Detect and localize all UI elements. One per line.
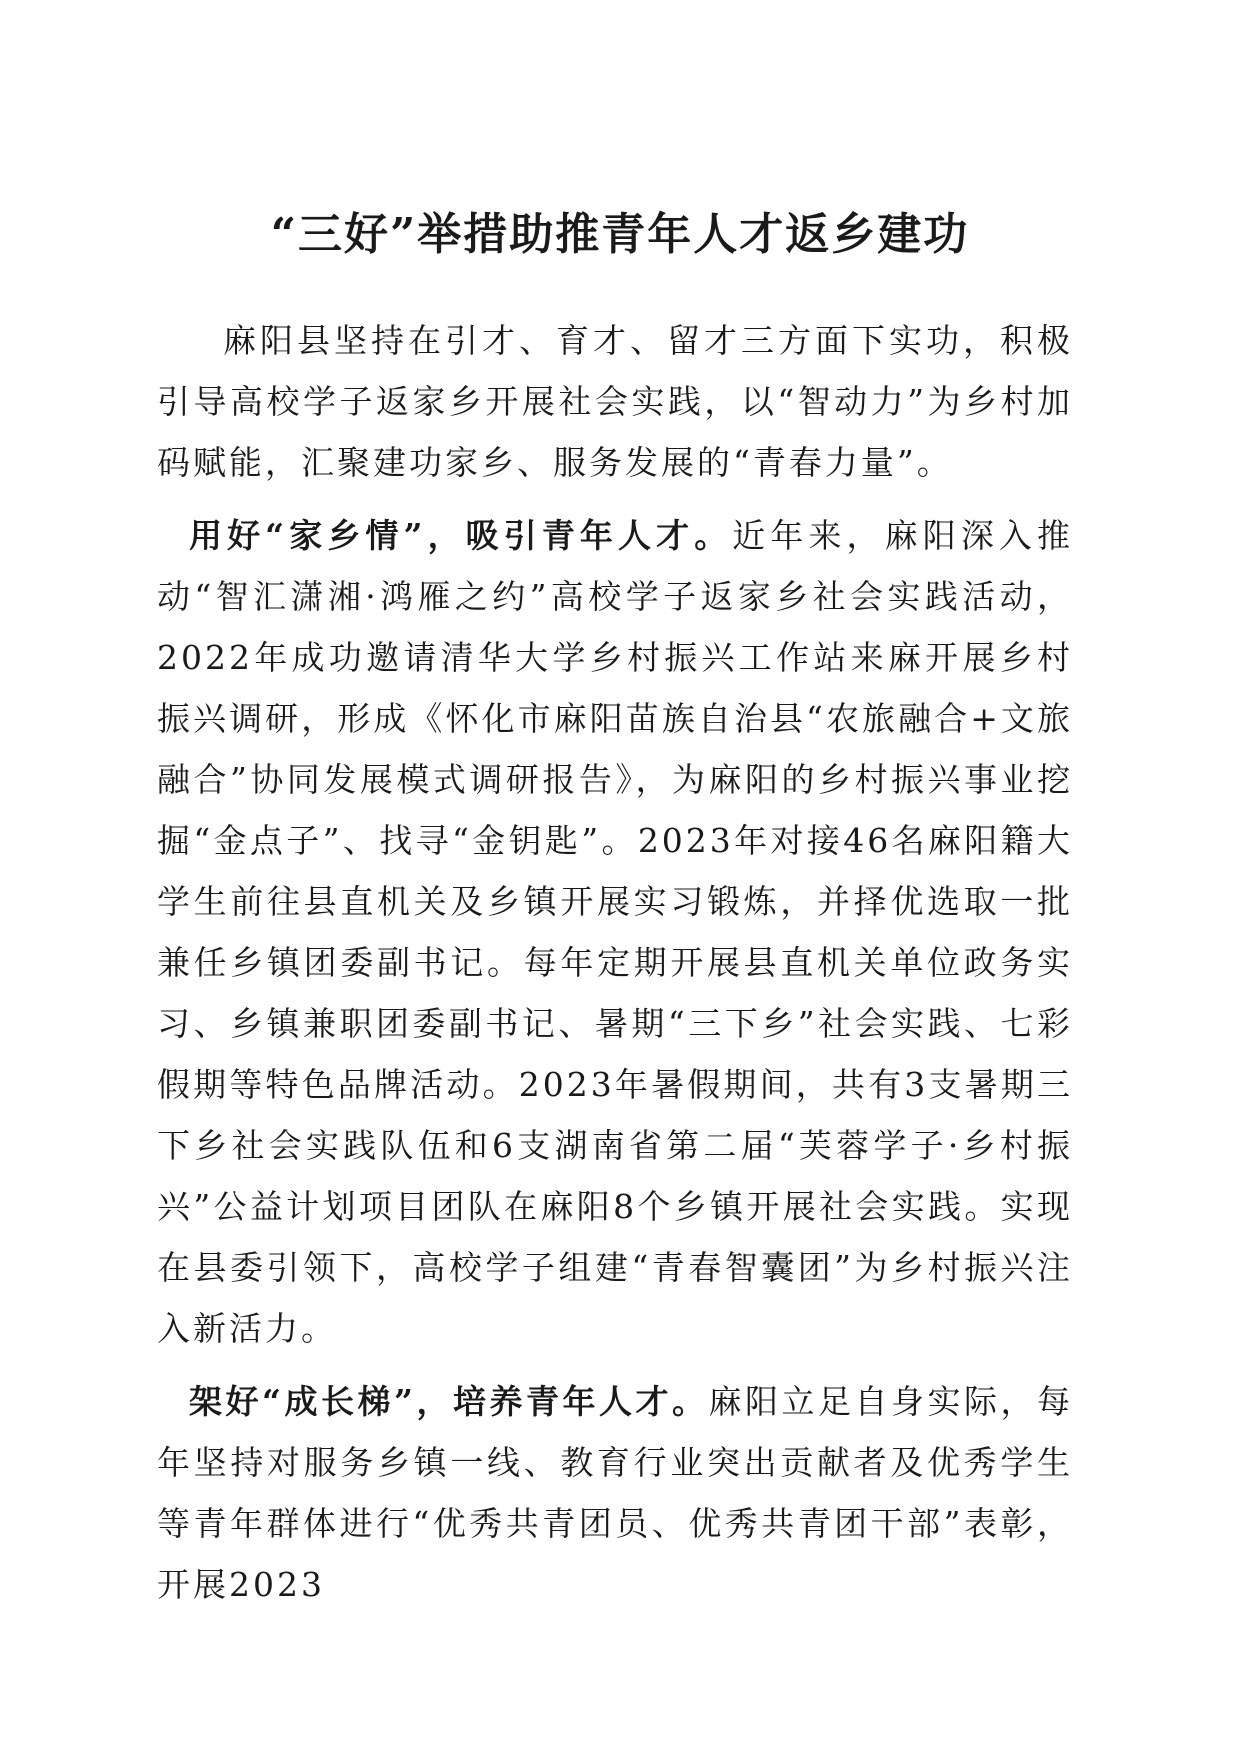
document-body [157, 310, 1073, 1615]
intro-paragraph: 麻阳县坚持在引才、育才、留才三方面下实功，积极引导高校学子返家乡开展社会实践，以“智动力”为乡村加码赋能，汇聚建功家乡、服务发展的“青春力量”。 [157, 321, 1073, 482]
section-lead-2: 架好“成长梯”，培养青年人才。 [189, 1382, 709, 1421]
document-title: “三好”举措助推青年人才返乡建功 [270, 209, 970, 261]
section-lead-1: 用好“家乡情”，吸引青年人才。 [189, 516, 733, 555]
section-paragraph-1 [157, 505, 1073, 1359]
section-text-1: 近年来，麻阳深入推动“智汇潇湘·鸿雁之约”高校学子返家乡社会实践活动，2022年成功邀请清华大学乡村振兴工作站来麻开展乡村振兴调研，形成《怀化市麻阳苗族自治县“农旅融合+文旅融合”协同发展模式调研报告》，为麻阳的乡村振兴事业挖掘“金点子”、找寻“金钥匙”。2023年对接46名麻阳籍大学生前往县直机关及乡镇开展实习锻炼，并择优选取一批兼任乡镇团委副书记。每年定期开展县直机关单位政务实习、乡镇兼职团委副书记、暑期“三下乡”社会实践、七彩假期等特色品牌活动。2023年暑假期间，共有3支暑期三下乡社会实践队伍和6支湖南省第二届“芙蓉学子·乡村振兴”公益计划项目团队在麻阳8个乡镇开展社会实践。实现在县委引领下，高校学子组建“青春智囊团”为乡村振兴注入新活力。 [157, 516, 1074, 1348]
section-text-2: 麻阳立足自身实际，每年坚持对服务乡镇一线、教育行业突出贡献者及优秀学生等青年群体进行“优秀共青团员、优秀共青团干部”表彰，开展2023 [157, 1382, 1073, 1604]
section-paragraph-2 [157, 1371, 1073, 1615]
